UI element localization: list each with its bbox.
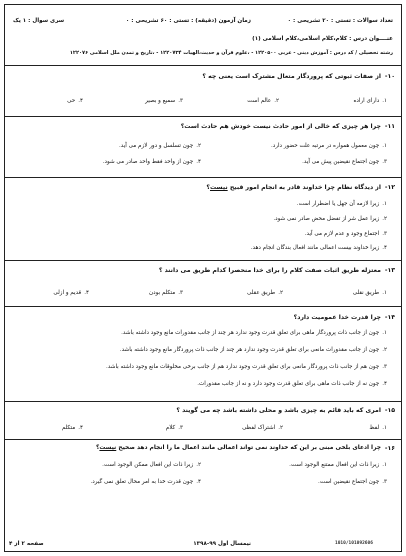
option-1[interactable]: ۱.زیرا ذات این افعال ممتنع الوجود است. <box>289 462 387 468</box>
question-number: ۱۵- <box>384 407 395 414</box>
option-4[interactable]: ۴.قدیم و ازلی <box>53 290 89 296</box>
question-16 <box>5 439 401 495</box>
option-2[interactable]: ۲.زیرا ذات این افعال ممکن الوجود است. <box>102 462 201 468</box>
option-1[interactable]: ۱.چون از جانب ذات پروردگار ماهی برای تعلق قدرت وجود ندارد هر چند از جانب مقدورات مانع وجود داشته باشد. <box>121 330 387 336</box>
option-1[interactable]: ۱.دارای اراده <box>353 98 387 104</box>
option-1[interactable]: ۱.طریق نقلی <box>352 290 387 296</box>
option-3[interactable]: ۳.اجتماع وجود و عدم لازم می آید. <box>304 231 387 237</box>
question-text: امری که باید قائم به چیزی باشد و محلی داشته باشد چه می گویند ؟ <box>176 407 381 414</box>
question-series: سری سوال : ۱ یک <box>13 18 65 24</box>
question-text: چرا ادعای بلخی مبنی بر این که خداوند نمی تواند اعمالی مانند اعمال ما را انجام دهد صحیح نیست؟ <box>95 445 381 451</box>
option-4[interactable]: ۴.زیرا خداوند بیست اعمالی مانند افعال بندگان انجام دهد. <box>250 245 387 251</box>
option-4[interactable]: ۴.چون قدرت خدا به امر محال تعلق نمی گیرد. <box>90 479 201 485</box>
exam-header <box>5 5 401 66</box>
option-1[interactable]: ۱.چون معمول همواره در مرتبه علت حضور دارد. <box>271 143 387 149</box>
option-1[interactable]: ۱.زیرا لازمه آن جهل یا اضطرار است. <box>296 201 387 207</box>
option-1[interactable]: ۱.لفظ <box>369 425 387 431</box>
exam-page <box>4 4 402 552</box>
question-number: ۱۰- <box>384 73 395 80</box>
option-2[interactable]: ۲.طریق عقلی <box>246 290 283 296</box>
option-2[interactable]: ۲.عالم است <box>247 98 279 104</box>
page-number: صفحه ۲ از ۴ <box>9 541 44 547</box>
question-number: ۱۳- <box>384 267 395 274</box>
question-10 <box>5 65 401 117</box>
option-3[interactable]: ۳.چون هم از جانب ذات پروردگار مانعی برای تعلق قدرت وجود ندارد هم از جانب برخی مخلوقات مانع وجود داشته باشد. <box>106 364 387 370</box>
question-text: چرا هر چیزی که خالی از امور حادث نیست خودش هم حادث است؟ <box>180 123 381 130</box>
field-code: رشته تحصیلی / کد درس : آموزش دینی - عربی ۱۲۲۰۵۰۰ - ،علوم قرآن و حدیث،الهیات ۱۲۲۰۷۳۴ - ،تاریخ و تمدن ملل اسلامی ۱۲۲۰۷۶ <box>69 50 393 56</box>
semester-label: نیمسال اول ۹۹-۱۳۹۸ <box>193 541 251 547</box>
option-4[interactable]: ۴.متکلم <box>61 425 83 431</box>
question-text: از صفات ثبوتی که پروردگار متعال مشترک است یعنی چه ؟ <box>202 73 381 80</box>
option-2[interactable]: ۲.چون تسلسل و دور لازم می آید. <box>119 143 201 149</box>
exam-duration: زمان آزمون (دقیقه) : تستی : ۶۰ تشریحی : ۰ <box>125 18 251 24</box>
option-3[interactable]: ۳.چون اجتماع نقیضین پیش می آید. <box>302 159 387 165</box>
option-2[interactable]: ۲.چون از جانب مقدورات مانعی برای تعلق قدرت وجود ندارد هر چند از جانب ذات پروردگار مانع وجود داشته باشد. <box>119 347 387 353</box>
option-3[interactable]: ۳.کلام <box>165 425 183 431</box>
question-number: ۱۲- <box>384 184 395 191</box>
option-4[interactable]: ۴.حی <box>67 98 83 104</box>
question-14 <box>5 306 401 402</box>
question-15 <box>5 401 401 440</box>
page-footer <box>5 539 401 551</box>
option-4[interactable]: ۴.چون از واحد فقط واحد صادر می شود. <box>102 159 201 165</box>
question-text: از دیدگاه نظام چرا خداوند قادر به انجام امور قبیح نیست؟ <box>206 184 381 191</box>
option-3[interactable]: ۳.چون اجتماع نقیضین است. <box>318 479 387 485</box>
question-count: تعداد سوالات : تستی : ۲۰ تشریحی : ۰ <box>287 18 393 24</box>
exam-code: 1010/101092606 <box>335 541 373 546</box>
question-number: ۱۶- <box>384 445 395 452</box>
option-2[interactable]: ۲.زیرا عمل شر از تفضل محض صادر نمی شود. <box>273 216 387 222</box>
question-text: چرا قدرت خدا عمومیت دارد؟ <box>293 314 381 321</box>
question-13 <box>5 260 401 307</box>
option-3[interactable]: ۳.متکلم بودن <box>149 290 183 296</box>
question-11 <box>5 116 401 178</box>
question-12 <box>5 177 401 261</box>
question-number: ۱۱- <box>384 123 395 130</box>
question-text: معتزله طریق اثبات صفت کلام را برای خدا منحصرا کدام طریق می دانند ؟ <box>158 267 381 274</box>
question-number: ۱۴- <box>384 314 395 321</box>
option-4[interactable]: ۴.چون نه از جانب ذات ماهی برای تعلق قدرت وجود دارد و نه از جانب مقدورات. <box>197 381 387 387</box>
option-2[interactable]: ۲.اشتراک لفظی <box>242 425 283 431</box>
option-3[interactable]: ۳.سمیع و بصیر <box>145 98 183 104</box>
course-title: عنــــوان درس : کلام،کلام اسلامی،کلام اسلامی (۱) <box>252 36 393 42</box>
